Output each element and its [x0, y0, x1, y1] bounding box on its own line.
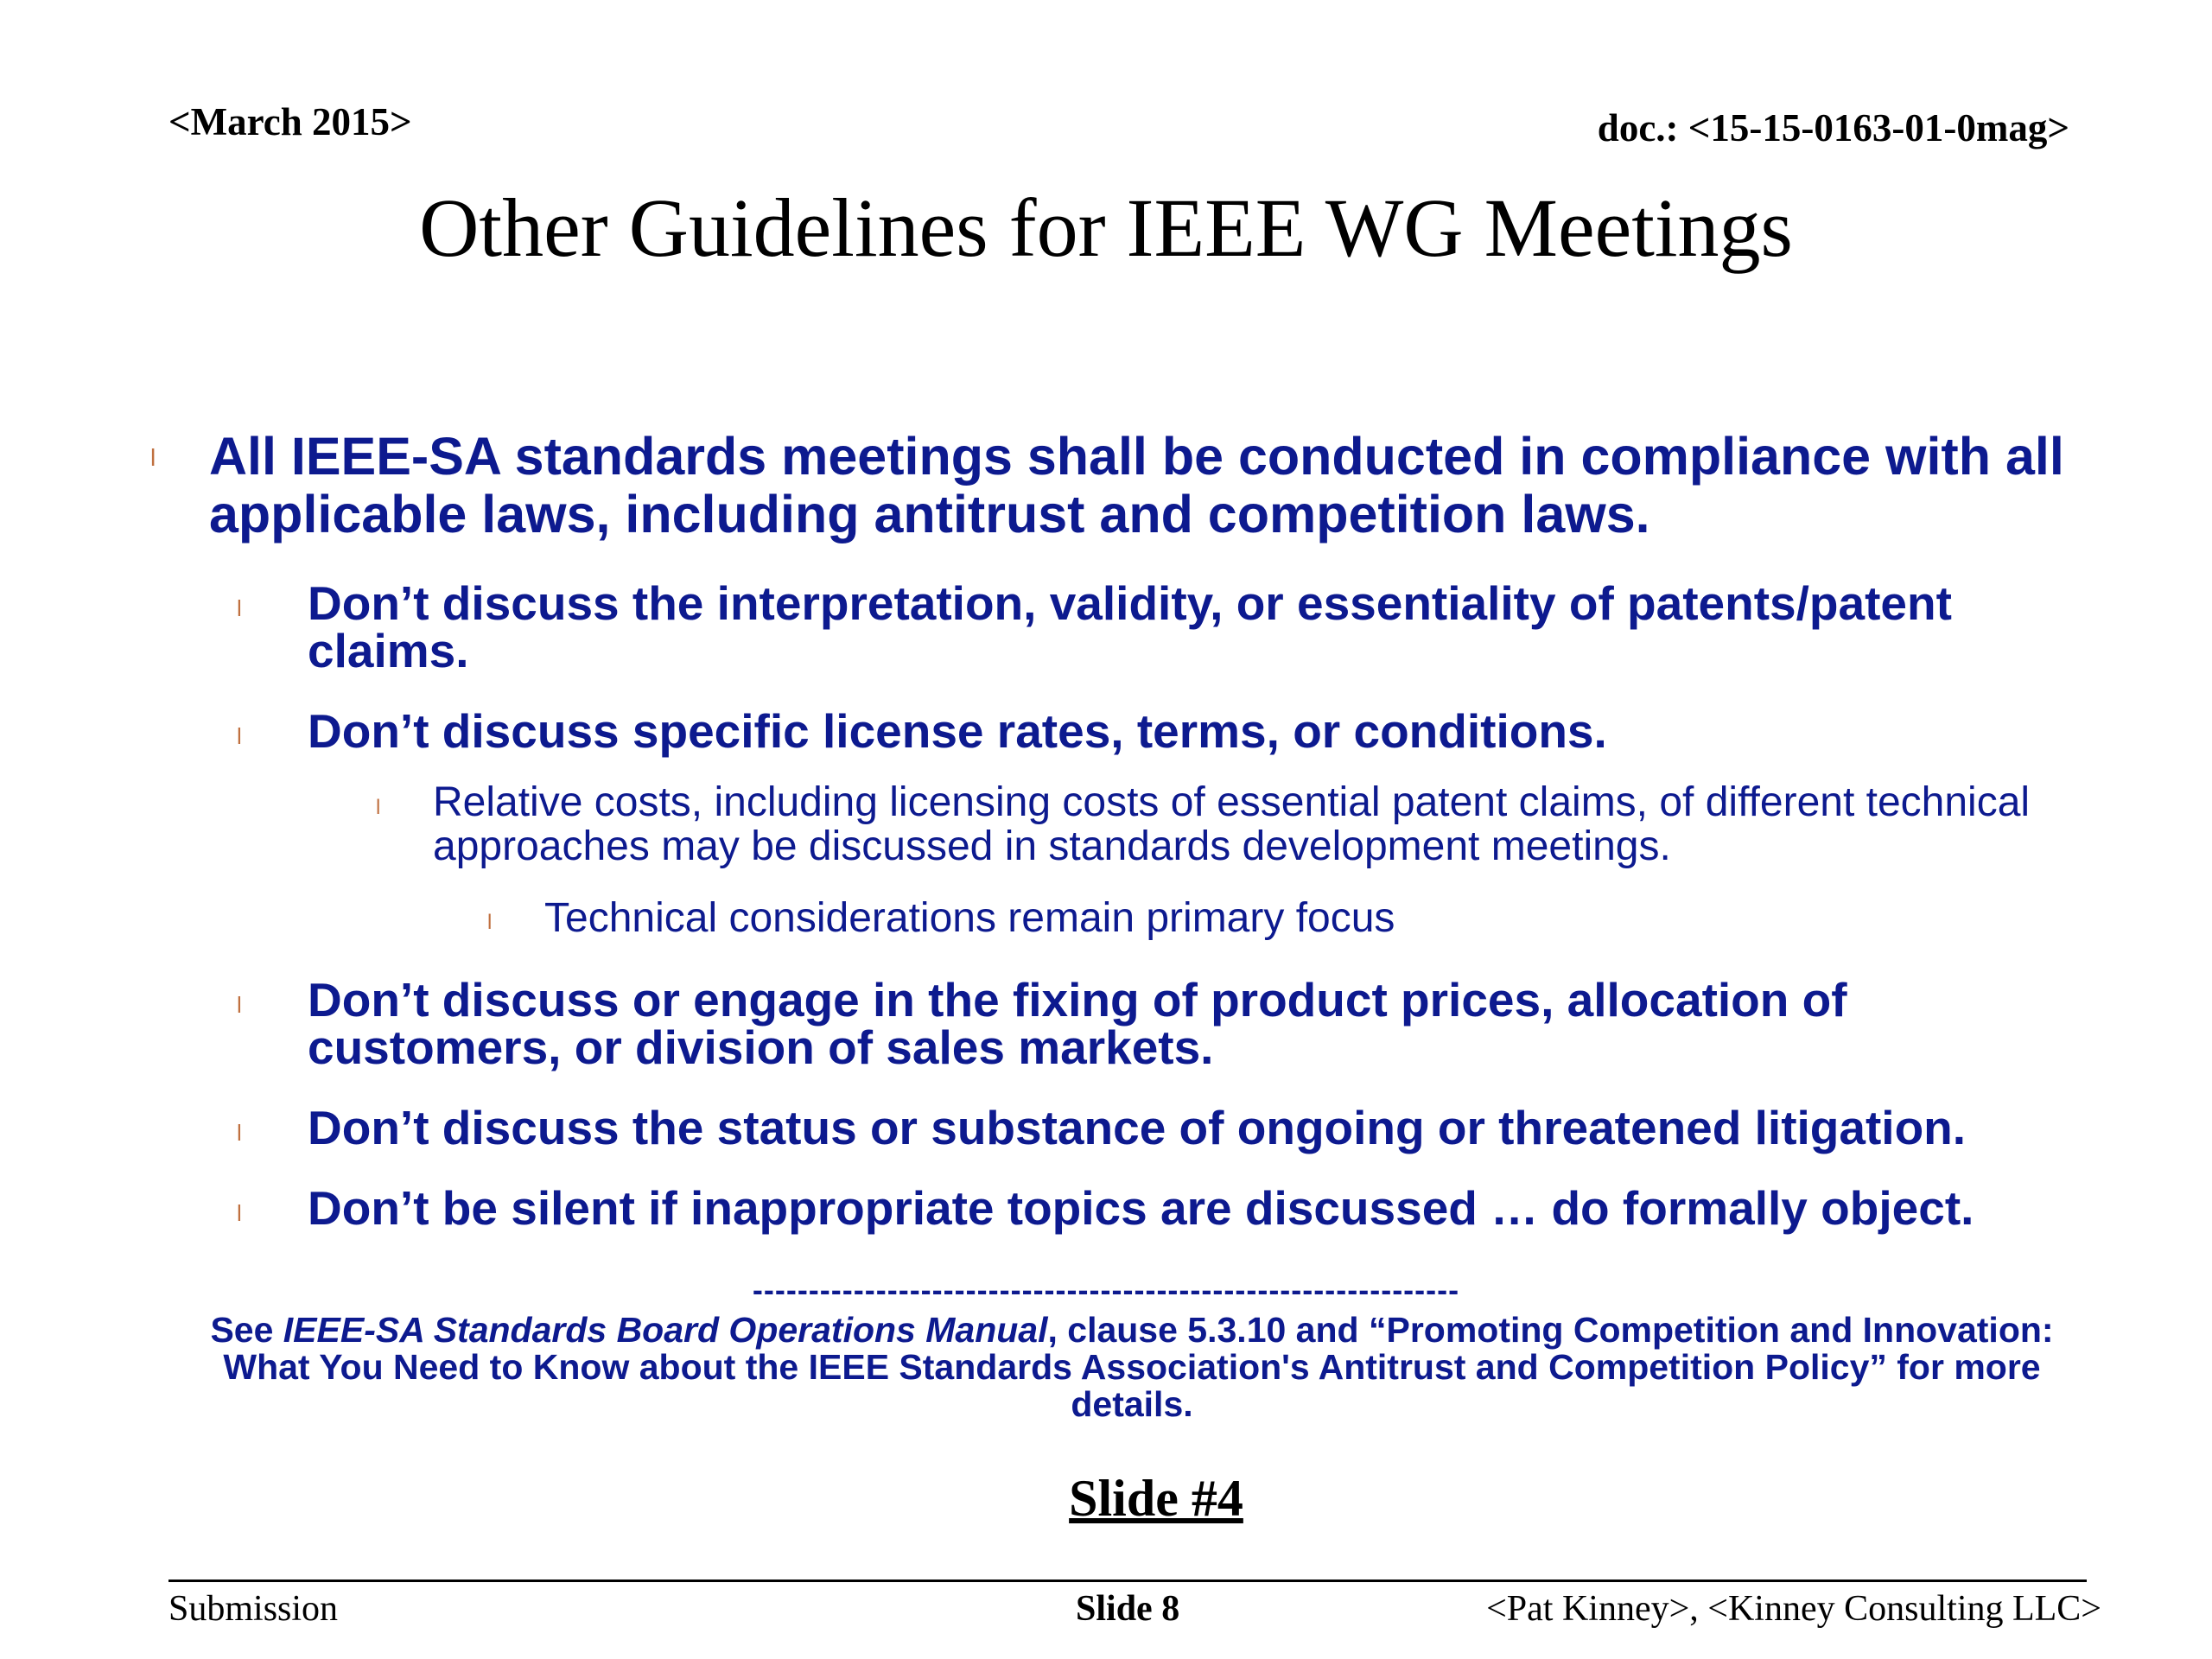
bullet-marker: l [237, 991, 242, 1018]
footer-submission: Submission [168, 1589, 339, 1629]
slide-number-label: Slide #4 [1069, 1470, 1243, 1527]
bullet-litigation [237, 1100, 2082, 1154]
note-manual-title: IEEE-SA Standards Board Operations Manual [283, 1310, 1048, 1350]
bullet-marker: l [237, 595, 242, 622]
header-doc-id: doc.: <15-15-0163-01-0mag> [1597, 106, 2069, 149]
bullet-relative-costs [376, 779, 2134, 869]
slide-title: Other Guidelines for IEEE WG Meetings [419, 181, 1793, 274]
bullet-text: Relative costs, including licensing costs of essential patent claims, of different technical approaches may be discussed in standards development meetings. [433, 779, 2031, 869]
bullet-patents [237, 576, 2082, 678]
note-prefix: See [210, 1310, 283, 1350]
separator-line: --------------------------------------------------------------- [752, 1272, 1460, 1307]
bullet-prices [237, 972, 2082, 1074]
bullet-text: All IEEE-SA standards meetings shall be conducted in compliance with all applicable laws, including antitrust and competition laws. [209, 427, 2064, 544]
footer-author: <Pat Kinney>, <Kinney Consulting LLC> [1486, 1589, 2101, 1629]
footer-slide-number: Slide 8 [1076, 1589, 1180, 1629]
bullet-text: Don’t discuss specific license rates, terms, or conditions. [308, 704, 1607, 759]
note-suffix: , clause 5.3.10 and “Promoting Competition and Innovation: What You Need to Know about the IEEE Standards Association's Antitrust and Competition Policy” for more details. [223, 1310, 2054, 1425]
bullet-marker: l [237, 1119, 242, 1146]
header-date: <March 2015> [168, 100, 412, 143]
bullet-compliance [150, 427, 2117, 544]
bullet-silent [237, 1180, 2082, 1235]
bullet-text: Technical considerations remain primary focus [544, 894, 1395, 941]
footer-divider [168, 1580, 2087, 1582]
bullet-text: Don’t discuss the interpretation, validity, or essentiality of patents/patent claims. [308, 576, 1952, 678]
bullet-text: Don’t be silent if inappropriate topics are discussed … do formally object. [308, 1180, 1974, 1235]
bullet-text: Don’t discuss or engage in the fixing of product prices, allocation of customers, or division of sales markets. [308, 972, 1847, 1074]
bullet-list [0, 428, 2212, 1265]
bullet-text: Don’t discuss the status or substance of ongoing or threatened litigation. [308, 1100, 1967, 1154]
bullet-marker: l [376, 796, 381, 820]
bullet-marker: l [237, 1199, 242, 1226]
bullet-marker: l [237, 723, 242, 750]
bullet-marker: l [150, 444, 156, 471]
bullet-technical [487, 894, 2134, 942]
bullet-license [237, 704, 2082, 759]
reference-note [164, 1312, 2100, 1423]
bullet-marker: l [487, 910, 493, 934]
